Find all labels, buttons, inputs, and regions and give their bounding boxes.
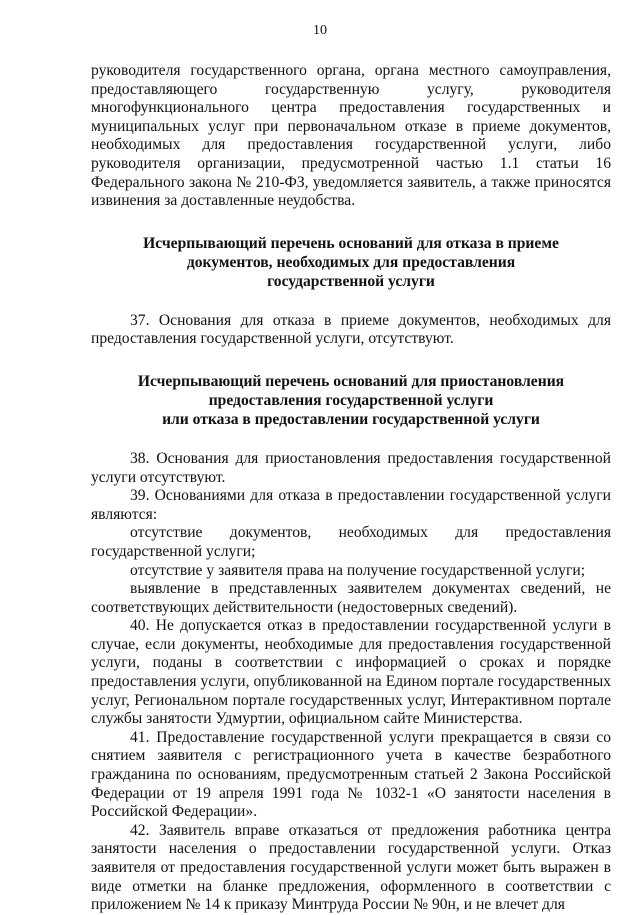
paragraph-39-item-3: выявление в представленных заявителем документах сведений, не соответствующих действительности (недостоверных сведений).	[91, 580, 611, 616]
heading-line: государственной услуги	[267, 272, 435, 290]
paragraph-39-item-1: отсутствие документов, необходимых для предоставления государственной услуги;	[91, 524, 611, 560]
page-number: 10	[313, 23, 327, 38]
paragraph-40: 40. Не допускается отказ в предоставлении государственной услуги в случае, если документы, необходимые для предоставления государственной услуги, поданы в соответствии с информацией о сроках и порядке предоставления услуги, опубликованной на Едином портале государственных услуг, Региональном портале государственных услуг, Интерактивном портале службы занятости Удмуртии, официальном сайте Министерства.	[91, 617, 611, 728]
heading-line: Исчерпывающий перечень оснований для отказа в приеме	[143, 234, 559, 252]
section-heading-refusal-to-accept	[91, 234, 611, 291]
section-heading-suspension-or-refusal	[91, 372, 611, 429]
paragraph-continuation: руководителя государственного органа, органа местного самоуправления, предоставляющего государственную услугу, руководителя многофункционального центра предоставления государственных и муниципальных услуг при первоначальном отказе в приеме документов, необходимых для предоставления государственной услуги, либо руководителя организации, предусмотренной частью 1.1 статьи 16 Федерального закона № 210-ФЗ, уведомляется заявитель, а также приносятся извинения за доставленные неудобства.	[91, 62, 611, 210]
paragraph-38: 38. Основания для приостановления предоставления государственной услуги отсутствуют.	[91, 449, 611, 486]
paragraph-39: 39. Основаниями для отказа в предоставлении государственной услуги являются:	[91, 487, 611, 523]
heading-line: или отказа в предоставлении государственной услуги	[162, 410, 540, 428]
document-body	[91, 62, 611, 915]
heading-line: предоставления государственной услуги	[208, 391, 494, 409]
paragraph-39-item-2: отсутствие у заявителя права на получение государственной услуги;	[130, 561, 586, 579]
paragraph-42: 42. Заявитель вправе отказаться от предложения работника центра занятости населения о предоставлении государственной услуги. Отказ заявителя от предоставления государственной услуги может быть выражен в виде отметки на бланке предложения, оформленного в соответствии с приложением № 14 к приказу Минтруда России № 90н, и не влечет для	[91, 821, 611, 914]
heading-line: Исчерпывающий перечень оснований для приостановления	[137, 372, 565, 390]
heading-line: документов, необходимых для предоставления	[186, 253, 516, 271]
paragraph-41: 41. Предоставление государственной услуги прекращается в связи со снятием заявителя с регистрационного учета в качестве безработного гражданина по основаниям, предусмотренным статьей 2 Закона Российской Федерации от 19 апреля 1991 года № 1032-1 «О занятости населения в Российской Федерации».	[91, 728, 611, 821]
paragraph-37: 37. Основания для отказа в приеме документов, необходимых для предоставления государственной услуги, отсутствуют.	[91, 311, 611, 348]
